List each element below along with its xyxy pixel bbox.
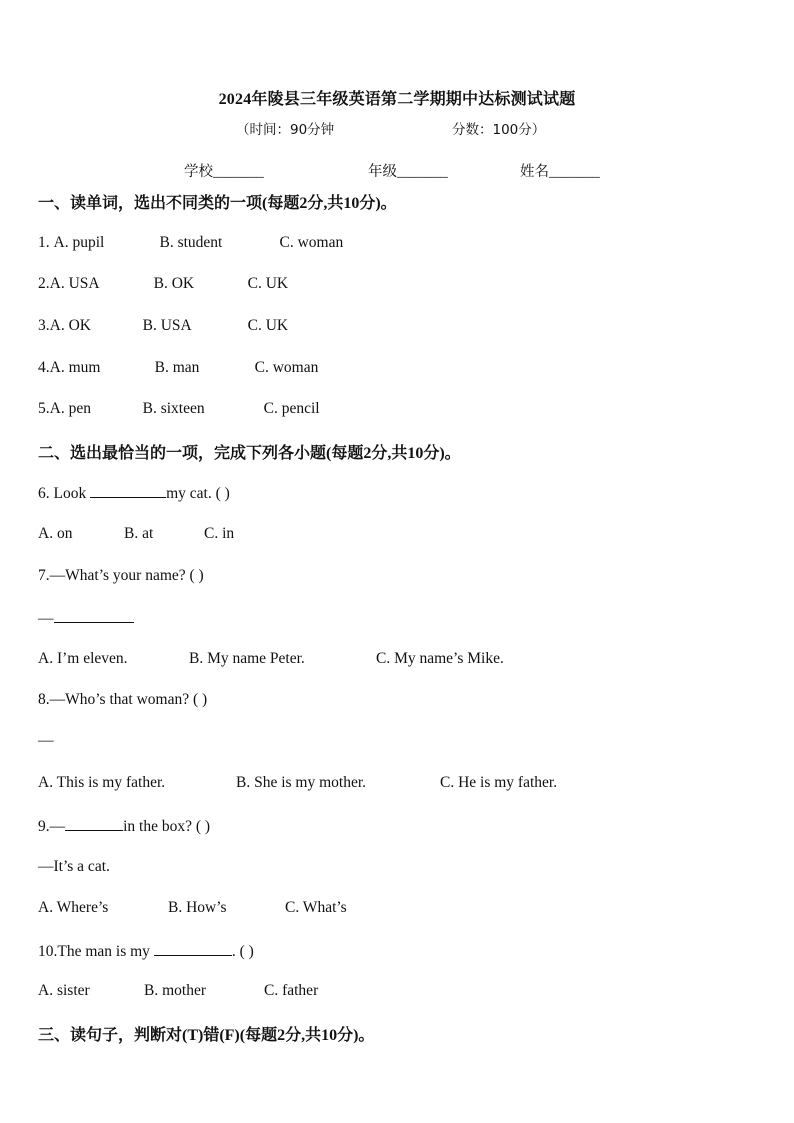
option-c[interactable]: C. He is my father. bbox=[440, 774, 558, 791]
question-number: 2. bbox=[38, 275, 50, 292]
option-b[interactable]: B. How’s bbox=[168, 899, 227, 916]
option-a[interactable]: A. USA bbox=[49, 275, 100, 292]
school-field[interactable]: 学校_______ bbox=[184, 164, 264, 180]
option-b[interactable]: B. OK bbox=[153, 275, 195, 292]
question-number: 4. bbox=[38, 359, 50, 376]
option-b[interactable]: B. My name Peter. bbox=[189, 650, 305, 667]
option-b[interactable]: B. She is my mother. bbox=[236, 774, 367, 791]
option-b[interactable]: B. USA bbox=[142, 317, 192, 334]
question-9 bbox=[38, 816, 210, 836]
option-c[interactable]: C. UK bbox=[247, 275, 289, 292]
option-a[interactable]: A. Where’s bbox=[38, 899, 109, 916]
option-b[interactable]: B. student bbox=[159, 234, 223, 251]
option-c[interactable]: C. UK bbox=[247, 317, 289, 334]
question-7: 7.—What’s your name? ( ) bbox=[38, 567, 204, 584]
option-b[interactable]: B. mother bbox=[144, 982, 206, 999]
question-6 bbox=[38, 483, 230, 503]
answer-blank[interactable] bbox=[54, 608, 134, 623]
option-a[interactable]: A. OK bbox=[49, 317, 91, 334]
question-3 bbox=[38, 317, 288, 335]
question-7-reply bbox=[38, 608, 134, 628]
question-8-reply: — bbox=[38, 732, 54, 749]
question-7-options bbox=[38, 650, 504, 668]
question-8-options bbox=[38, 774, 557, 792]
question-6-options bbox=[38, 525, 234, 543]
question-stem-end: in the box? ( ) bbox=[123, 818, 211, 835]
section-2-heading: 二、选出最恰当的一项，完成下列各小题(每题2分,共10分)。 bbox=[38, 445, 461, 462]
exam-meta bbox=[236, 118, 546, 138]
question-stem: 10.The man is my bbox=[38, 943, 154, 960]
name-field[interactable]: 姓名_______ bbox=[520, 164, 600, 180]
question-9-options bbox=[38, 899, 347, 917]
option-c[interactable]: C. in bbox=[204, 525, 235, 542]
option-c[interactable]: C. My name’s Mike. bbox=[376, 650, 504, 667]
question-stem-end: . ( ) bbox=[231, 943, 254, 960]
option-b[interactable]: B. at bbox=[124, 525, 154, 542]
option-a[interactable]: A. mum bbox=[49, 359, 101, 376]
exam-title: 2024年陵县三年级英语第二学期期中达标测试试题 bbox=[218, 91, 576, 108]
question-2 bbox=[38, 275, 288, 293]
time-info: （时间：90分钟 bbox=[236, 122, 335, 138]
question-number: 5. bbox=[38, 400, 50, 417]
answer-blank[interactable] bbox=[90, 483, 166, 498]
option-a[interactable]: A. sister bbox=[38, 982, 90, 999]
option-c[interactable]: C. woman bbox=[279, 234, 344, 251]
option-a[interactable]: A. on bbox=[38, 525, 73, 542]
question-4 bbox=[38, 359, 318, 377]
question-stem-end: my cat. ( ) bbox=[166, 485, 230, 502]
section-3-heading: 三、读句子，判断对(T)错(F)(每题2分,共10分)。 bbox=[38, 1027, 375, 1044]
option-b[interactable]: B. sixteen bbox=[142, 400, 205, 417]
question-stem: 9.— bbox=[38, 818, 66, 835]
score-info: 分数：100分） bbox=[452, 122, 546, 138]
question-9-reply: —It’s a cat. bbox=[38, 858, 110, 875]
option-b[interactable]: B. man bbox=[154, 359, 200, 376]
answer-blank[interactable] bbox=[154, 941, 232, 956]
answer-blank[interactable] bbox=[65, 816, 123, 831]
question-number: 1. bbox=[38, 234, 54, 251]
section-1-heading: 一、读单词，选出不同类的一项(每题2分,共10分)。 bbox=[38, 195, 397, 212]
question-10-options bbox=[38, 982, 318, 1000]
option-a[interactable]: A. This is my father. bbox=[38, 774, 166, 791]
question-10 bbox=[38, 941, 254, 961]
option-c[interactable]: C. What’s bbox=[285, 899, 347, 916]
question-stem: 6. Look bbox=[38, 485, 91, 502]
question-5 bbox=[38, 400, 320, 418]
option-a[interactable]: A. pen bbox=[49, 400, 91, 417]
option-c[interactable]: C. pencil bbox=[263, 400, 320, 417]
question-8: 8.—Who’s that woman? ( ) bbox=[38, 691, 208, 708]
option-a[interactable]: A. I’m eleven. bbox=[38, 650, 128, 667]
grade-field[interactable]: 年级_______ bbox=[368, 164, 448, 180]
question-1 bbox=[38, 234, 343, 252]
reply-dash: — bbox=[38, 610, 54, 627]
option-c[interactable]: C. father bbox=[264, 982, 319, 999]
option-c[interactable]: C. woman bbox=[254, 359, 319, 376]
question-number: 3. bbox=[38, 317, 50, 334]
option-a[interactable]: A. pupil bbox=[53, 234, 105, 251]
